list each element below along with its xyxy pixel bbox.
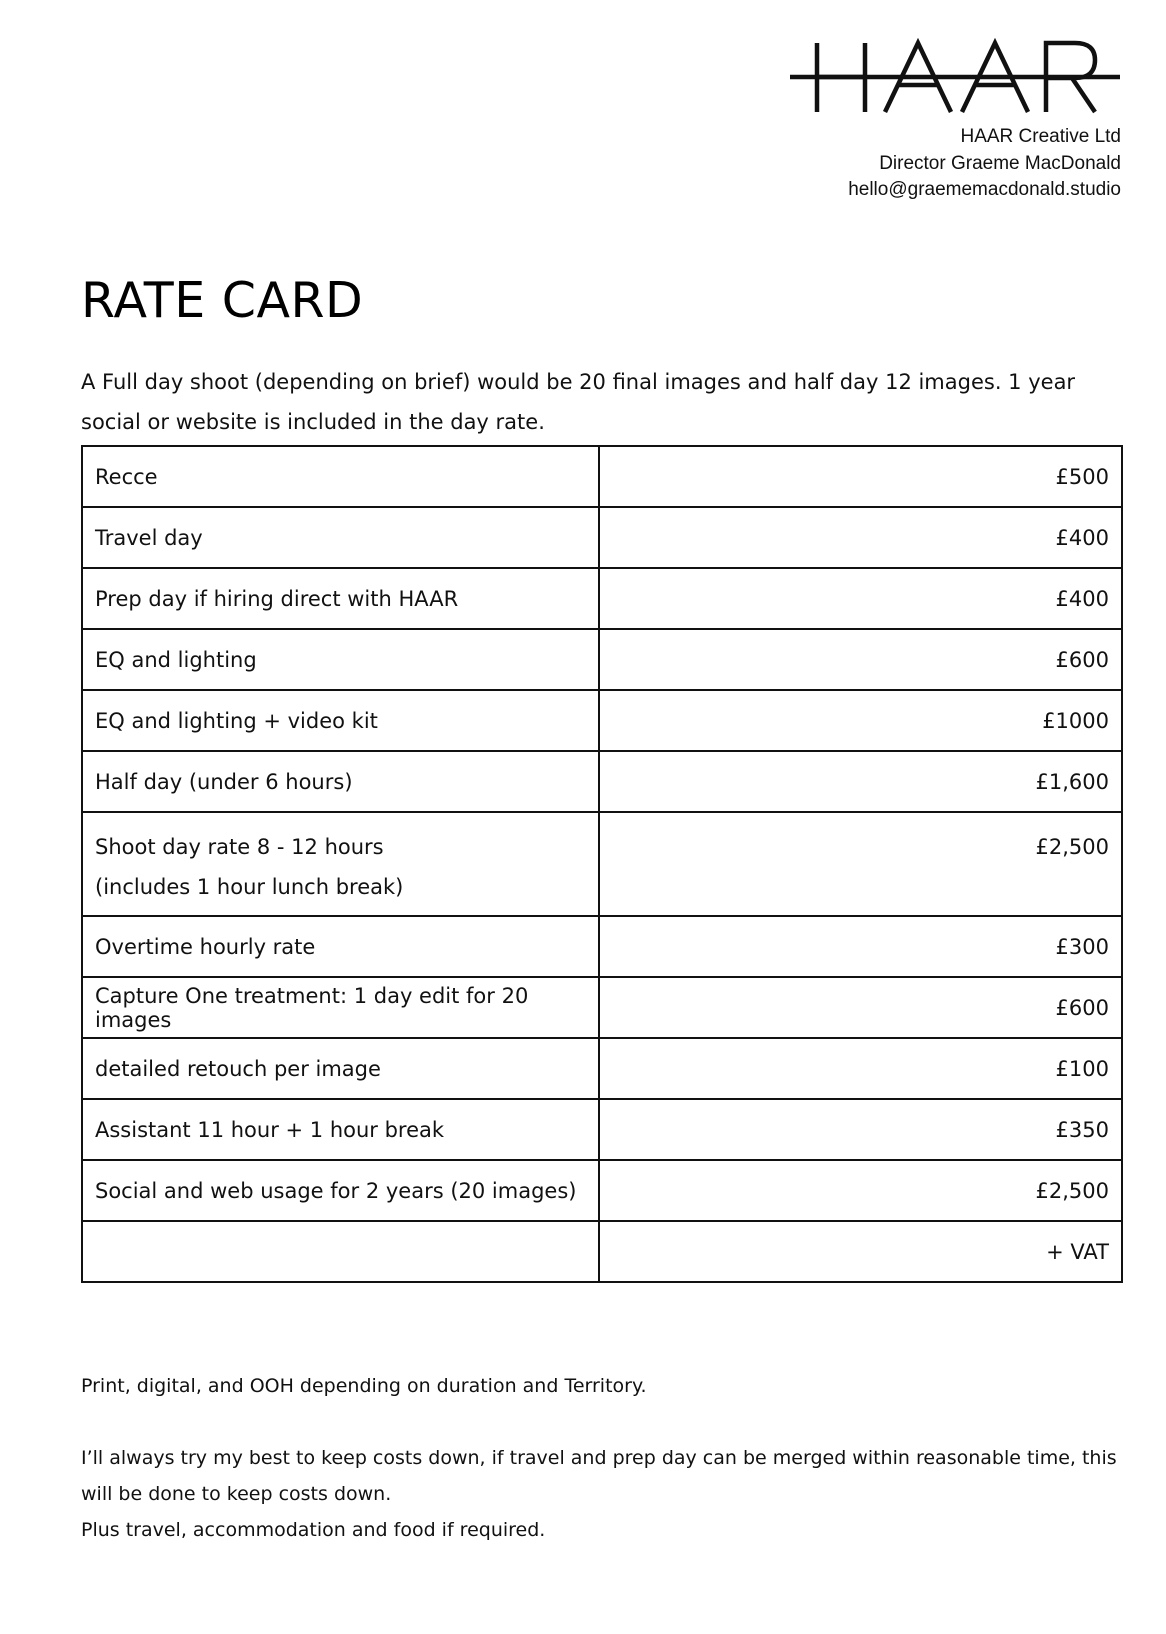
- company-name: HAAR Creative Ltd: [960, 126, 1121, 147]
- rate-item-note: (includes 1 hour lunch break): [95, 875, 404, 899]
- rate-item: [82, 1221, 599, 1282]
- rate-item-cell: [82, 812, 599, 916]
- rate-price: £100: [599, 1038, 1122, 1099]
- costs-note: I’ll always try my best to keep costs down, if travel and prep day can be merged within reasonable time, this will be done to keep costs down.: [81, 1447, 1117, 1505]
- rate-price: £350: [599, 1099, 1122, 1160]
- extras-note: Plus travel, accommodation and food if required.: [81, 1519, 546, 1541]
- vat-note: + VAT: [599, 1221, 1122, 1282]
- table-row: [82, 1038, 1122, 1099]
- rate-item: Shoot day rate 8 - 12 hours: [95, 835, 384, 859]
- rate-price: £2,500: [599, 812, 1122, 916]
- rate-price: £2,500: [599, 1160, 1122, 1221]
- table-row: [82, 568, 1122, 629]
- rate-price: £600: [599, 629, 1122, 690]
- haar-wordmark: [790, 38, 1120, 120]
- table-row: [82, 751, 1122, 812]
- rate-item: Recce: [82, 446, 599, 507]
- haar-logo: [790, 38, 1120, 120]
- table-row: [82, 690, 1122, 751]
- rate-item: detailed retouch per image: [82, 1038, 599, 1099]
- table-row: [82, 446, 1122, 507]
- table-row: [82, 1160, 1122, 1221]
- footer-notes: [81, 1368, 1121, 1548]
- rate-price: £400: [599, 568, 1122, 629]
- table-row: [82, 629, 1122, 690]
- rate-price: £600: [599, 977, 1122, 1038]
- rate-price: £300: [599, 916, 1122, 977]
- rate-item: EQ and lighting: [82, 629, 599, 690]
- contact-email: hello@graememacdonald.studio: [848, 179, 1121, 200]
- rate-item: Travel day: [82, 507, 599, 568]
- rate-item: Half day (under 6 hours): [82, 751, 599, 812]
- table-row: [82, 916, 1122, 977]
- rate-item: Assistant 11 hour + 1 hour break: [82, 1099, 599, 1160]
- director-name: Director Graeme MacDonald: [879, 152, 1121, 174]
- rate-price: £1,600: [599, 751, 1122, 812]
- rate-item: Overtime hourly rate: [82, 916, 599, 977]
- rate-price: £500: [599, 446, 1122, 507]
- rate-price: £1000: [599, 690, 1122, 751]
- intro-paragraph: A Full day shoot (depending on brief) would be 20 final images and half day 12 images. 1 year social or website is included in the day rate.: [81, 370, 1076, 434]
- table-row: [82, 812, 1122, 916]
- table-row: [82, 1221, 1122, 1282]
- usage-note: Print, digital, and OOH depending on duration and Territory.: [81, 1375, 647, 1397]
- page-title: RATE CARD: [81, 272, 364, 329]
- rate-item: EQ and lighting + video kit: [82, 690, 599, 751]
- company-info: [848, 124, 1121, 204]
- table-row: [82, 977, 1122, 1038]
- rate-item: Social and web usage for 2 years (20 images): [82, 1160, 599, 1221]
- table-row: [82, 507, 1122, 568]
- table-row: [82, 1099, 1122, 1160]
- rate-table: [81, 445, 1123, 1283]
- rate-item: Prep day if hiring direct with HAAR: [82, 568, 599, 629]
- rate-price: £400: [599, 507, 1122, 568]
- rate-item: Capture One treatment: 1 day edit for 20 images: [82, 977, 599, 1038]
